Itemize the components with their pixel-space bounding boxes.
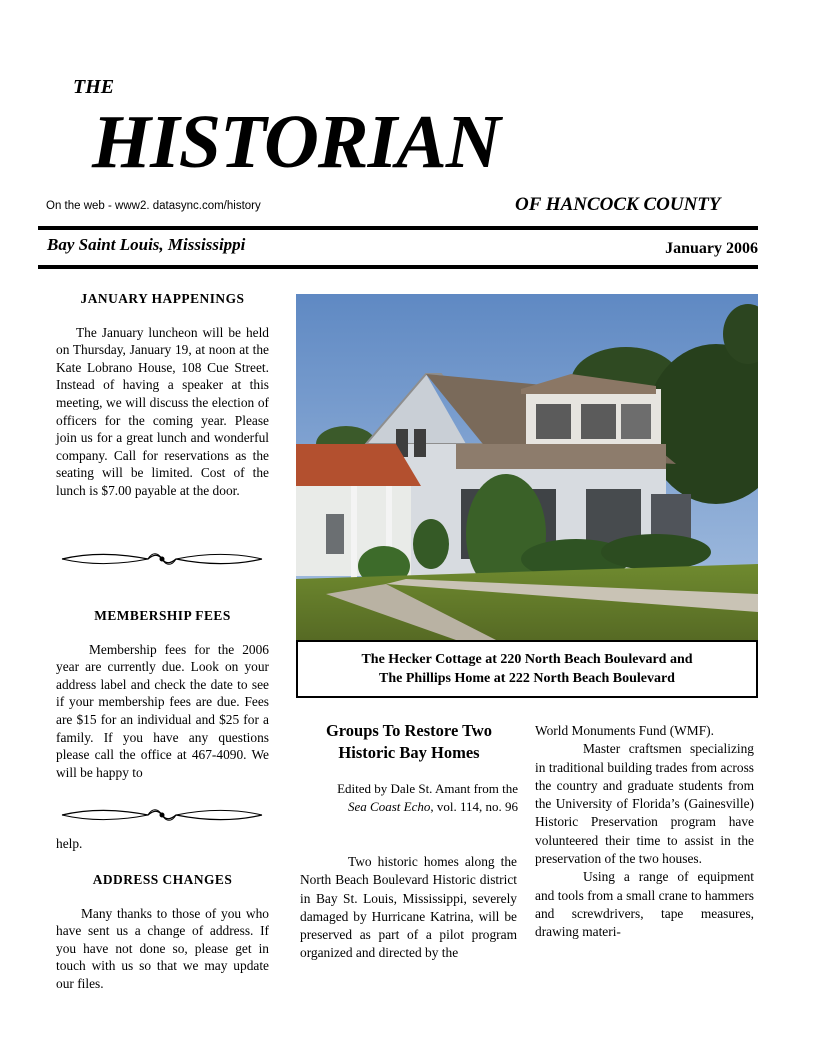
address-changes-body: Many thanks to those of you who have sent us a change of address. If you have not done so, please get in touch with us so that we may update our files. [56,905,269,991]
article-title: Groups To Restore Two Historic Bay Homes [325,721,493,762]
issue-date: January 2006 [665,240,758,257]
masthead-title: HISTORIAN [92,100,500,184]
january-happenings-heading: JANUARY HAPPENINGS [80,291,245,306]
address-changes-heading: ADDRESS CHANGES [92,872,233,887]
article-paragraph: Using a range of equipment and tools from a small crane to hammers and screwdrivers, tape measures, drawing materi- [535,869,754,940]
website-line: On the web - www2. datasync.com/history [46,200,261,212]
byline-suffix: , vol. 114, no. 96 [430,799,518,814]
january-happenings-section [56,290,269,500]
membership-body: Membership fees for the 2006 year are currently due. Look on your address label and check the date to see if your membership fees are due. Fees are $15 for an individual and $25 for a family. If you have any questions please call the office at 467-4090. We will be happy to [56,641,269,780]
byline-source: Sea Coast Echo [348,799,431,814]
january-happenings-body: The January luncheon will be held on Thursday, January 19, at noon at the Kate Lobrano House, 108 Cue Street. Instead of having a speaker at this meeting, we will discuss the election of officers for the coming year. Please join us for a great lunch and wonderful company. Call for reservations as the seating will be limited. Cost of the lunch is $7.00 payable at the door. [56,324,269,498]
membership-section [56,607,269,781]
house-photo [296,294,758,640]
article-column-2 [535,722,754,942]
address-changes-section [56,871,269,993]
caption-line-2: The Phillips Home at 222 North Beach Boulevard [379,671,675,686]
article-paragraph: Master craftsmen specializing in traditional building trades from across the country and graduate students from the University of Florida’s (Gainesville) Historic Preservation program have volunteered their time to assist in the preservation of the two houses. [535,741,754,867]
ornament-divider [58,807,266,823]
masthead-county: OF HANCOCK COUNTY [515,194,721,215]
article-paragraph: World Monuments Fund (WMF). [535,723,714,738]
ornament-divider [58,551,266,567]
article-column-1: Two historic homes along the North Beach Boulevard Historic district in Bay St. Louis, Mississippi, severely damaged by Hurricane Katrina, will be preserved as part of a pilot program organized and directed by the [300,854,517,961]
top-rule [38,226,758,230]
bottom-rule [38,265,758,269]
photo-caption [296,640,758,698]
byline-prefix: Edited by Dale St. Amant from the [337,781,518,796]
article-byline [300,780,518,816]
membership-continued: help. [56,836,83,851]
dateline-place: Bay Saint Louis, Mississippi [47,235,246,254]
caption-line-1: The Hecker Cottage at 220 North Beach Boulevard and [361,652,693,667]
masthead-the: THE [73,76,115,98]
membership-heading: MEMBERSHIP FEES [94,608,231,623]
